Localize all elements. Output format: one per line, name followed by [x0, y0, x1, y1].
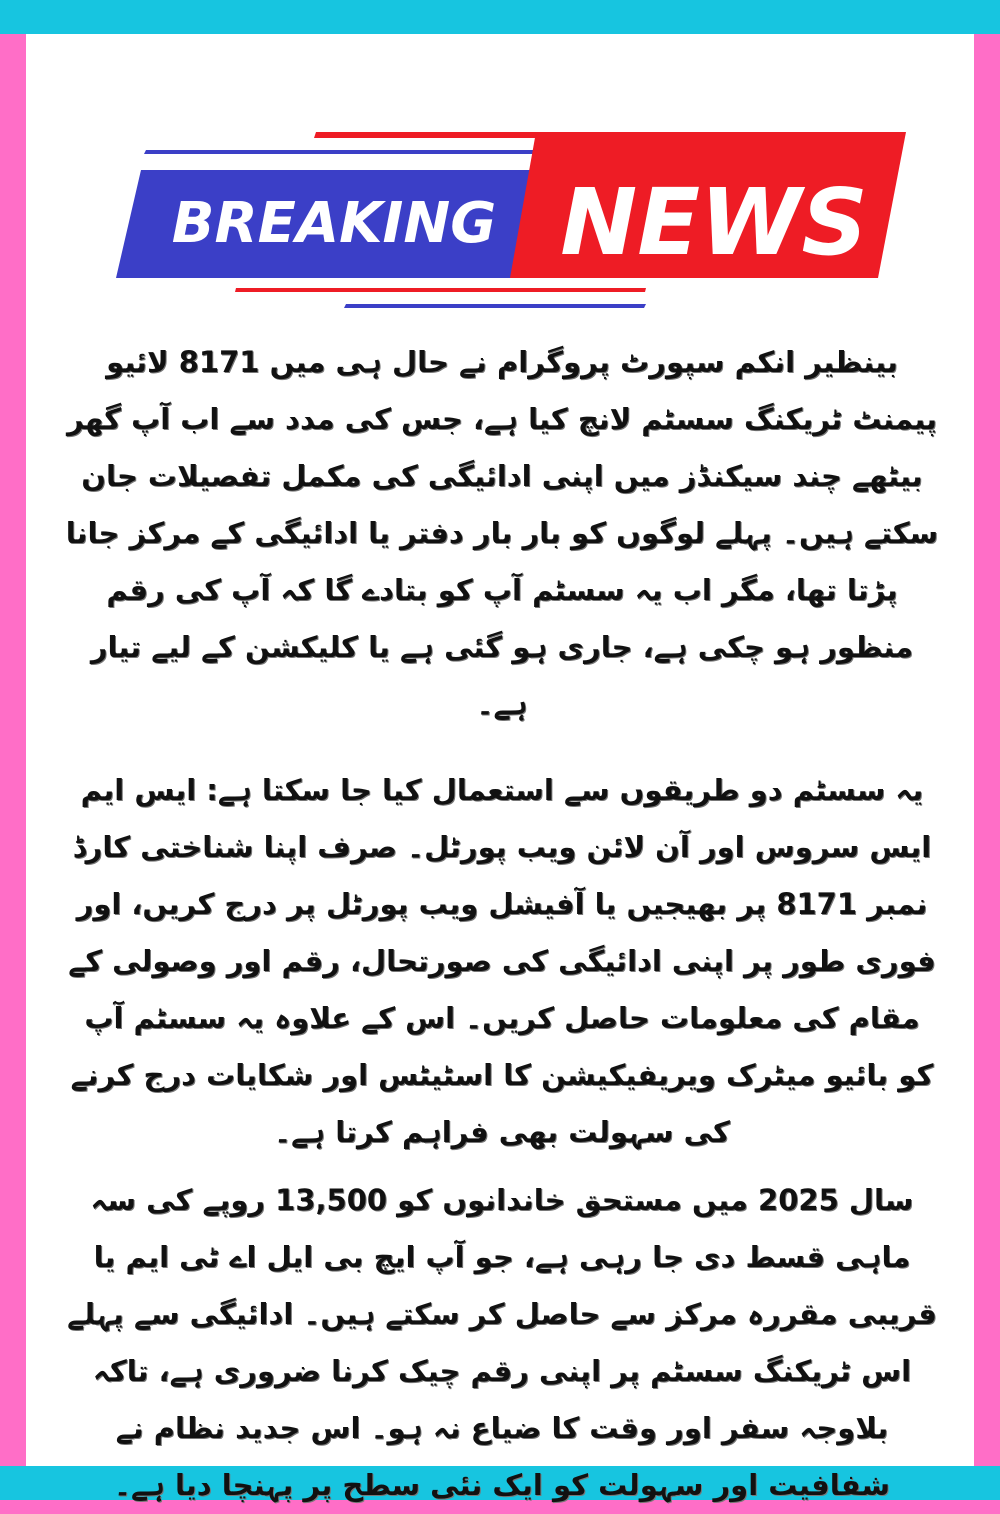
- banner-news-text: NEWS: [560, 169, 868, 276]
- article-paragraph: بینظیر انکم سپورٹ پروگرام نے حال ہی میں 8171 لائیو پیمنٹ ٹریکنگ سسٹم لانچ کیا ہے، جس کی مدد سے اب آپ گھر بیٹھے چند سیکنڈز میں اپنی ادائیگی کی مکمل تفصیلات جان سکتے ہیں۔ پہلے لوگوں کو بار بار دفتر یا ادائیگی کے مرکز جانا پڑتا تھا، مگر اب یہ سسٹم آپ کو بتادے گا کہ آپ کی رقم منظور ہو چکی ہے، جاری ہو گئی ہے یا کلیکشن کے لیے تیار ہے۔: [65, 345, 939, 721]
- right-frame-bar: [974, 34, 1000, 1466]
- banner-bottom-line-blue: [344, 304, 646, 308]
- breaking-news-banner: [86, 94, 916, 324]
- article-paragraph: یہ سسٹم دو طریقوں سے استعمال کیا جا سکتا ہے: ایس ایم ایس سروس اور آن لائن ویب پورٹل۔ صرف اپنا شناختی کارڈ نمبر 8171 پر بھیجیں یا آفیشل ویب پورٹل پر درج کریں، اور فوری طور پر اپنی ادائیگی کی صورتحال، رقم اور وصولی کے مقام کی معلومات حاصل کریں۔ اس کے علاوہ یہ سسٹم آپ کو بائیو میٹرک ویریفیکیشن کا اسٹیٹس اور شکایات درج کرنے کی سہولت بھی فراہم کرتا ہے۔: [68, 773, 936, 1149]
- banner-bottom-line-red: [235, 288, 646, 292]
- article-page: [26, 34, 974, 1502]
- top-frame-bar: [0, 0, 1000, 34]
- banner-top-line-blue: [144, 150, 556, 154]
- banner-breaking-text: BREAKING: [171, 191, 497, 256]
- left-frame-bar: [0, 34, 26, 1466]
- article-paragraph: سال 2025 میں مستحق خاندانوں کو 13,500 روپے کی سہ ماہی قسط دی جا رہی ہے، جو آپ ایچ بی ایل اے ٹی ایم یا قریبی مقررہ مرکز سے حاصل کر سکتے ہیں۔ ادائیگی سے پہلے اس ٹریکنگ سسٹم پر اپنی رقم چیک کرنا ضروری ہے، تاکہ بلاوجہ سفر اور وقت کا ضیاع نہ ہو۔ اس جدید نظام نے شفافیت اور سہولت کو ایک نئی سطح پر پہنچا دیا ہے۔: [67, 1183, 937, 1502]
